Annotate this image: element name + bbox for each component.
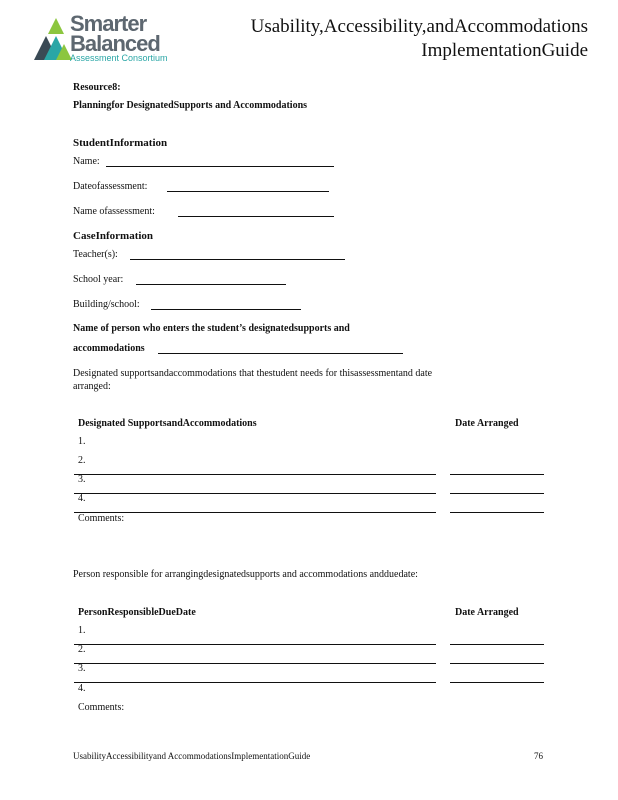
date-arranged-col-header: Date Arranged (455, 418, 519, 429)
resource-number: Resource8: (73, 82, 121, 93)
list-item: 3. (78, 663, 86, 674)
student-info-heading: StudentInformation (73, 137, 168, 149)
person-enters-field[interactable] (158, 353, 403, 354)
person-responsible-intro: Person responsible for arrangingdesignatedsupports and accommodations andduedate: (73, 569, 418, 580)
date-arranged-col-header-2: Date Arranged (455, 607, 519, 618)
case-info-heading: CaseInformation (73, 230, 154, 242)
supports-intro: Designated supportsandaccommodations that thestudent needs for thisassessmentand date (73, 368, 433, 379)
header-title-line2: ImplementationGuide (421, 40, 588, 61)
building-school-label: Building/school: (73, 299, 140, 310)
list-item: 3. (78, 474, 86, 485)
name-label: Name: (73, 156, 100, 167)
person-row-line[interactable] (74, 682, 436, 683)
support-row-line[interactable] (74, 512, 436, 513)
name-field[interactable] (106, 166, 334, 167)
date-of-assessment-label: Dateofassessment: (73, 181, 148, 192)
logo-triangles-icon (34, 14, 74, 62)
teacher-field[interactable] (130, 259, 345, 260)
resource-title: Planningfor DesignatedSupports and Accommodations (73, 100, 308, 111)
person-row-line[interactable] (74, 663, 436, 664)
teacher-label: Teacher(s): (73, 249, 118, 260)
supports-intro-2: arranged: (73, 381, 111, 392)
person-responsible-col-header: PersonResponsibleDueDate (78, 607, 196, 618)
list-item: 1. (78, 625, 86, 636)
person-row-line[interactable] (74, 644, 436, 645)
assessment-name-label: Name ofassessment: (73, 206, 155, 217)
logo-line3: Assessment Consortium (70, 53, 168, 63)
support-row-line[interactable] (74, 474, 436, 475)
assessment-name-field[interactable] (178, 216, 334, 217)
comments-label-2: Comments: (78, 702, 125, 713)
logo-line2: Balanced (70, 31, 160, 56)
header-title-line1: Usability,Accessibility,andAccommodations (250, 16, 588, 37)
school-year-field[interactable] (136, 284, 286, 285)
comments-label: Comments: (78, 513, 125, 524)
list-item: 2. (78, 455, 86, 466)
date-row-line[interactable] (450, 474, 544, 475)
date-row-line[interactable] (450, 512, 544, 513)
supports-col-header: Designated SupportsandAccommodations (78, 418, 257, 429)
date-row-line[interactable] (450, 644, 544, 645)
list-item: 1. (78, 436, 86, 447)
list-item: 2. (78, 644, 86, 655)
person-enters-label-2: accommodations (73, 343, 145, 354)
support-row-line[interactable] (74, 493, 436, 494)
page-number: 76 (534, 751, 543, 761)
list-item: 4. (78, 683, 86, 694)
date-row-line[interactable] (450, 663, 544, 664)
building-school-field[interactable] (151, 309, 301, 310)
school-year-label: School year: (73, 274, 124, 285)
date-row-line[interactable] (450, 493, 544, 494)
date-of-assessment-field[interactable] (167, 191, 329, 192)
person-enters-label: Name of person who enters the student’s designatedsupports and (73, 323, 350, 334)
footer-title: UsabilityAccessibilityand AccommodationsImplementationGuide (73, 751, 311, 761)
list-item: 4. (78, 493, 86, 504)
date-row-line[interactable] (450, 682, 544, 683)
logo-line1: Smarter (70, 11, 147, 36)
